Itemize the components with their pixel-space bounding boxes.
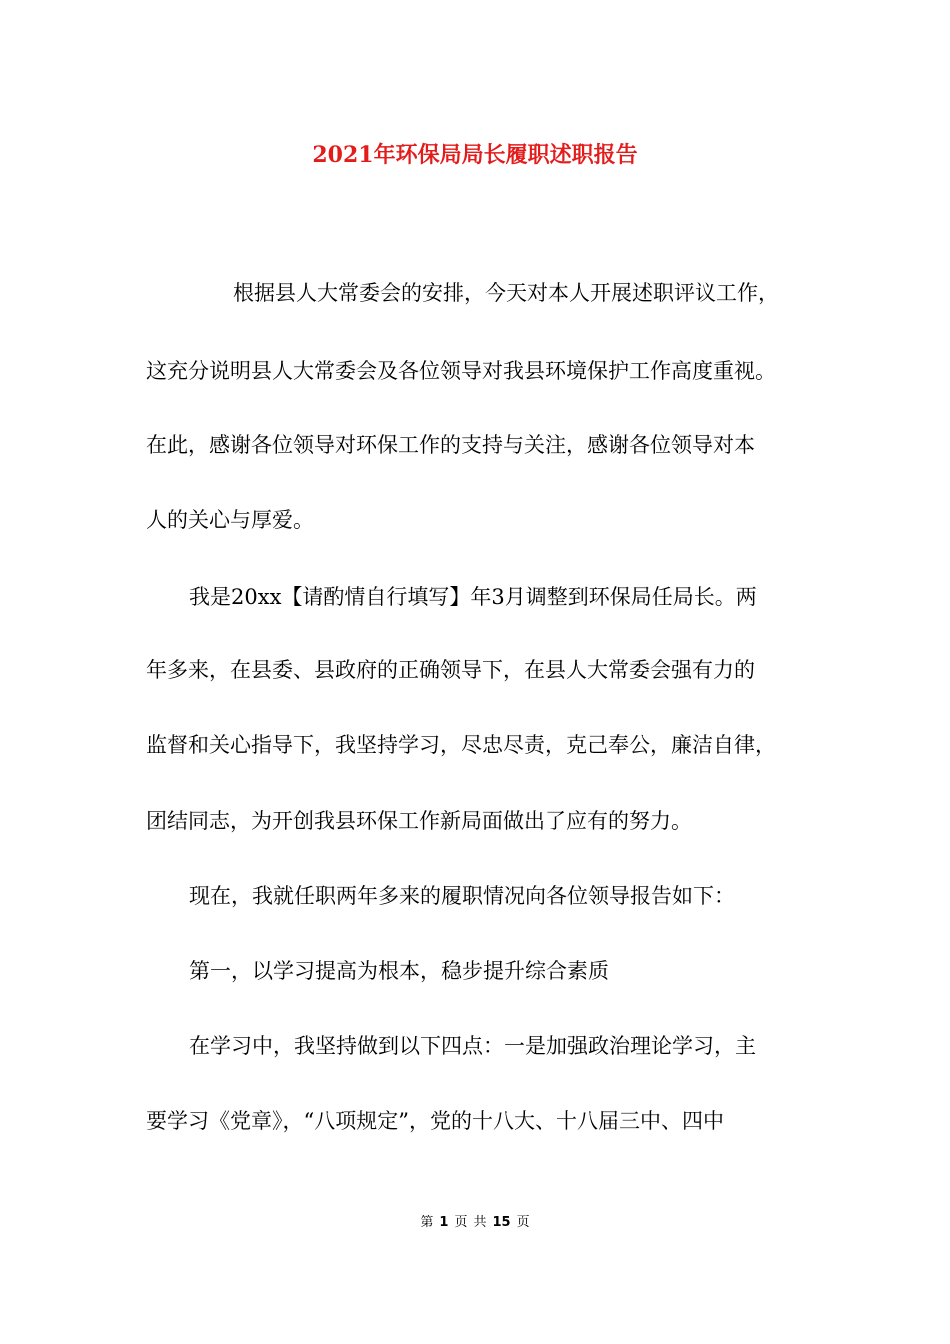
- paragraph-line: 在此，感谢各位领导对环保工作的支持与关注，感谢各位领导对本: [146, 433, 755, 457]
- section-heading: 第一，以学习提高为根本，稳步提升综合素质: [189, 959, 609, 983]
- paragraph-line: 团结同志，为开创我县环保工作新局面做出了应有的努力。: [146, 809, 692, 833]
- paragraph-line: 我是20xx【请酌情自行填写】年3月调整到环保局任局长。两: [189, 585, 757, 609]
- footer-suffix: 页: [516, 1215, 530, 1230]
- total-page-number: 15: [492, 1215, 511, 1230]
- paragraph-line: 人的关心与厚爱。: [146, 508, 314, 532]
- paragraph-line: 根据县人大常委会的安排，今天对本人开展述职评议工作，: [233, 281, 779, 305]
- paragraph-line: 在学习中，我坚持做到以下四点：一是加强政治理论学习，主: [189, 1034, 756, 1058]
- page-footer: [0, 1211, 950, 1230]
- footer-page-label: 页: [454, 1215, 468, 1230]
- footer-prefix: 第: [420, 1215, 434, 1230]
- paragraph-line: 年多来，在县委、县政府的正确领导下，在县人大常委会强有力的: [146, 658, 755, 682]
- paragraph-line: 要学习《党章》，“八项规定”，党的十八大、十八届三中、四中: [146, 1109, 724, 1133]
- document-title: 2021年环保局局长履职述职报告: [312, 142, 638, 168]
- paragraph-line: 这充分说明县人大常委会及各位领导对我县环境保护工作高度重视。: [146, 359, 776, 383]
- footer-total-label: 共: [473, 1215, 487, 1230]
- current-page-number: 1: [439, 1215, 449, 1230]
- paragraph-line: 现在，我就任职两年多来的履职情况向各位领导报告如下：: [189, 884, 735, 908]
- paragraph-line: 监督和关心指导下，我坚持学习，尽忠尽责，克己奉公，廉洁自律，: [146, 733, 776, 757]
